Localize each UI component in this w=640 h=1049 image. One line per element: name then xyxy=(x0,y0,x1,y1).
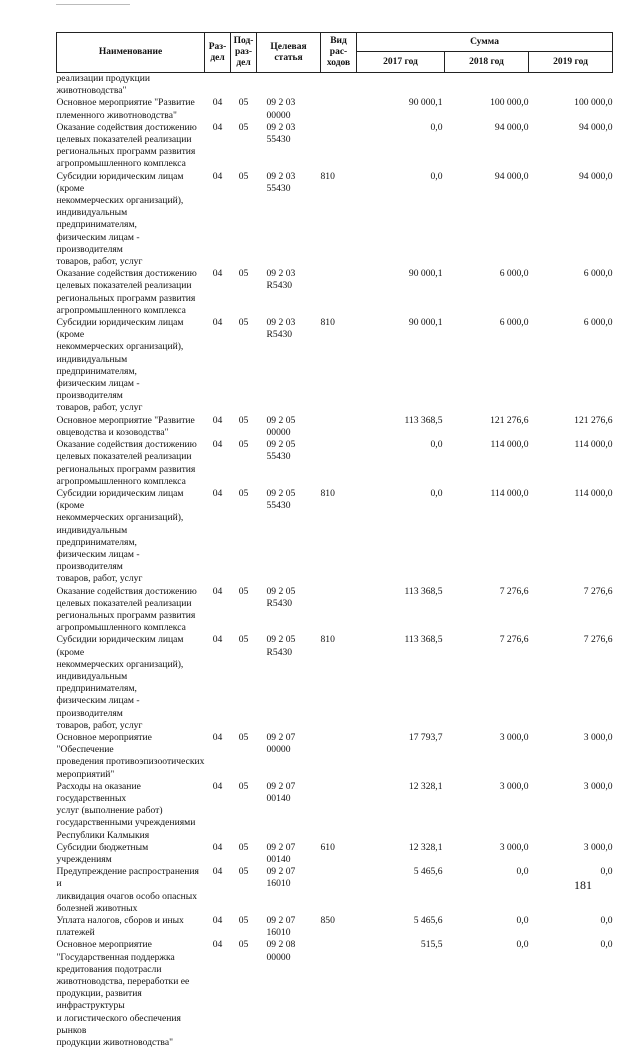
cell-2017: 90 000,1 xyxy=(357,97,445,121)
cell-vid: 850 xyxy=(321,915,357,939)
cell-2017 xyxy=(357,73,445,98)
cell-target: 09 2 03 R5430 xyxy=(257,268,321,317)
cell-2018: 94 000,0 xyxy=(445,171,529,269)
table-row xyxy=(57,415,613,439)
cell-2019: 94 000,0 xyxy=(529,171,613,269)
cell-2019: 121 276,6 xyxy=(529,415,613,439)
cell-2017: 515,5 xyxy=(357,939,445,1049)
table-row xyxy=(57,842,613,866)
page-number: 181 xyxy=(574,878,592,893)
cell-vid: 810 xyxy=(321,171,357,269)
cell-target: 09 2 03 00000 xyxy=(257,97,321,121)
cell-name: Оказание содействия достижению целевых показателей реализации региональных программ развития агропромышленного комплекса xyxy=(57,439,205,488)
cell-vid: 810 xyxy=(321,488,357,586)
cell-name: Расходы на оказание государственных услуг (выполнение работ) государственными учреждениями Республики Калмыкия xyxy=(57,781,205,842)
cell-name: Субсидии юридическим лицам (кроме некоммерческих организаций), индивидуальным предпринимателям, физическим лицам - производителям товаров, работ, услуг xyxy=(57,634,205,732)
header-target: Целевая статья xyxy=(257,33,321,73)
cell-2019: 114 000,0 xyxy=(529,488,613,586)
table-row xyxy=(57,915,613,939)
cell-razdel: 04 xyxy=(205,317,231,415)
cell-2017: 90 000,1 xyxy=(357,317,445,415)
cell-2018: 0,0 xyxy=(445,939,529,1049)
cell-2017: 17 793,7 xyxy=(357,732,445,781)
cell-podrazdel: 05 xyxy=(231,842,257,866)
cell-podrazdel: 05 xyxy=(231,97,257,121)
cell-razdel: 04 xyxy=(205,781,231,842)
cell-2019: 3 000,0 xyxy=(529,781,613,842)
cell-vid xyxy=(321,781,357,842)
table-row xyxy=(57,634,613,732)
cell-target: 09 2 03 R5430 xyxy=(257,317,321,415)
cell-name: Субсидии юридическим лицам (кроме некоммерческих организаций), индивидуальным предпринимателям, физическим лицам - производителям товаров, работ, услуг xyxy=(57,171,205,269)
cell-2019: 3 000,0 xyxy=(529,732,613,781)
cell-razdel: 04 xyxy=(205,866,231,915)
cell-podrazdel: 05 xyxy=(231,634,257,732)
cell-razdel xyxy=(205,73,231,98)
cell-2017: 0,0 xyxy=(357,439,445,488)
cell-name: Основное мероприятие "Обеспечение проведения противоэпизоотических мероприятий" xyxy=(57,732,205,781)
cell-vid xyxy=(321,586,357,635)
cell-2019: 94 000,0 xyxy=(529,122,613,171)
cell-2018: 100 000,0 xyxy=(445,97,529,121)
cell-target: 09 2 05 55430 xyxy=(257,439,321,488)
cell-2018: 6 000,0 xyxy=(445,317,529,415)
cell-target: 09 2 07 16010 xyxy=(257,866,321,915)
cell-2017: 113 368,5 xyxy=(357,634,445,732)
header-2019: 2019 год xyxy=(529,52,613,73)
cell-vid xyxy=(321,97,357,121)
table-row xyxy=(57,97,613,121)
table-row xyxy=(57,268,613,317)
cell-podrazdel: 05 xyxy=(231,439,257,488)
cell-2018: 7 276,6 xyxy=(445,586,529,635)
cell-2019: 6 000,0 xyxy=(529,268,613,317)
cell-2019: 114 000,0 xyxy=(529,439,613,488)
cell-vid xyxy=(321,415,357,439)
header-name: Наименование xyxy=(57,33,205,73)
table-row xyxy=(57,439,613,488)
cell-target: 09 2 03 55430 xyxy=(257,171,321,269)
table-row xyxy=(57,866,613,915)
cell-2018: 6 000,0 xyxy=(445,268,529,317)
cell-target: 09 2 03 55430 xyxy=(257,122,321,171)
table-row xyxy=(57,317,613,415)
cell-razdel: 04 xyxy=(205,415,231,439)
cell-2018: 0,0 xyxy=(445,915,529,939)
cell-name: Основное мероприятие "Государственная поддержка кредитования подотрасли животноводства, переработки ее продукции, развития инфраструктуры и логистического обеспечения рынков продукции животноводства" xyxy=(57,939,205,1049)
cell-2017: 12 328,1 xyxy=(357,781,445,842)
cell-razdel: 04 xyxy=(205,634,231,732)
cell-podrazdel: 05 xyxy=(231,781,257,842)
cell-2019: 100 000,0 xyxy=(529,97,613,121)
header-podrazdel: Под- раз- дел xyxy=(231,33,257,73)
cell-2017: 0,0 xyxy=(357,122,445,171)
header-2017: 2017 год xyxy=(357,52,445,73)
cell-target: 09 2 07 00140 xyxy=(257,781,321,842)
cell-vid xyxy=(321,268,357,317)
cell-podrazdel: 05 xyxy=(231,915,257,939)
cell-2019: 3 000,0 xyxy=(529,842,613,866)
cell-target: 09 2 05 55430 xyxy=(257,488,321,586)
cell-name: Предупреждение распространения и ликвидация очагов особо опасных болезней животных xyxy=(57,866,205,915)
cell-2017: 90 000,1 xyxy=(357,268,445,317)
cell-podrazdel: 05 xyxy=(231,122,257,171)
cell-target: 09 2 05 00000 xyxy=(257,415,321,439)
table-row xyxy=(57,488,613,586)
cell-2018 xyxy=(445,73,529,98)
cell-razdel: 04 xyxy=(205,586,231,635)
table-row xyxy=(57,73,613,98)
cell-2019: 0,0 xyxy=(529,866,613,915)
cell-2017: 5 465,6 xyxy=(357,866,445,915)
scan-artifact-line xyxy=(56,4,130,5)
cell-2018: 3 000,0 xyxy=(445,732,529,781)
cell-target: 09 2 07 16010 xyxy=(257,915,321,939)
cell-target: 09 2 05 R5430 xyxy=(257,634,321,732)
table-row xyxy=(57,586,613,635)
cell-target xyxy=(257,73,321,98)
cell-name: Субсидии юридическим лицам (кроме некоммерческих организаций), индивидуальным предпринимателям, физическим лицам - производителям товаров, работ, услуг xyxy=(57,488,205,586)
cell-vid: 810 xyxy=(321,634,357,732)
table-row xyxy=(57,122,613,171)
cell-2017: 12 328,1 xyxy=(357,842,445,866)
cell-target: 09 2 07 00140 xyxy=(257,842,321,866)
cell-name: Основное мероприятие "Развитие племенного животноводства" xyxy=(57,97,205,121)
cell-vid xyxy=(321,866,357,915)
cell-name: Оказание содействия достижению целевых показателей реализации региональных программ развития агропромышленного комплекса xyxy=(57,268,205,317)
cell-vid xyxy=(321,732,357,781)
cell-razdel: 04 xyxy=(205,939,231,1049)
cell-2018: 114 000,0 xyxy=(445,488,529,586)
cell-name: Основное мероприятие "Развитие овцеводства и козоводства" xyxy=(57,415,205,439)
cell-razdel: 04 xyxy=(205,732,231,781)
cell-2018: 114 000,0 xyxy=(445,439,529,488)
cell-vid xyxy=(321,122,357,171)
cell-2018: 0,0 xyxy=(445,866,529,915)
cell-razdel: 04 xyxy=(205,268,231,317)
cell-vid: 810 xyxy=(321,317,357,415)
cell-razdel: 04 xyxy=(205,439,231,488)
cell-podrazdel: 05 xyxy=(231,939,257,1049)
cell-podrazdel: 05 xyxy=(231,488,257,586)
cell-2019: 0,0 xyxy=(529,915,613,939)
table-row xyxy=(57,939,613,1049)
cell-razdel: 04 xyxy=(205,122,231,171)
budget-table-body xyxy=(57,73,613,1049)
cell-name: Уплата налогов, сборов и иных платежей xyxy=(57,915,205,939)
header-vid: Вид рас- ходов xyxy=(321,33,357,73)
cell-podrazdel: 05 xyxy=(231,171,257,269)
cell-podrazdel: 05 xyxy=(231,866,257,915)
cell-2018: 3 000,0 xyxy=(445,781,529,842)
cell-target: 09 2 05 R5430 xyxy=(257,586,321,635)
cell-2019: 7 276,6 xyxy=(529,586,613,635)
cell-vid xyxy=(321,939,357,1049)
cell-vid xyxy=(321,73,357,98)
cell-2017: 0,0 xyxy=(357,171,445,269)
cell-name: Субсидии бюджетным учреждениям xyxy=(57,842,205,866)
table-row xyxy=(57,781,613,842)
cell-podrazdel: 05 xyxy=(231,317,257,415)
table-row xyxy=(57,171,613,269)
cell-podrazdel: 05 xyxy=(231,268,257,317)
cell-razdel: 04 xyxy=(205,842,231,866)
cell-2017: 113 368,5 xyxy=(357,586,445,635)
cell-2019: 6 000,0 xyxy=(529,317,613,415)
header-2018: 2018 год xyxy=(445,52,529,73)
cell-2018: 94 000,0 xyxy=(445,122,529,171)
cell-2018: 121 276,6 xyxy=(445,415,529,439)
cell-2019 xyxy=(529,73,613,98)
cell-razdel: 04 xyxy=(205,915,231,939)
cell-vid xyxy=(321,439,357,488)
cell-2019: 7 276,6 xyxy=(529,634,613,732)
cell-podrazdel: 05 xyxy=(231,415,257,439)
cell-2018: 7 276,6 xyxy=(445,634,529,732)
cell-podrazdel xyxy=(231,73,257,98)
budget-table xyxy=(56,32,613,1049)
cell-razdel: 04 xyxy=(205,97,231,121)
cell-podrazdel: 05 xyxy=(231,586,257,635)
header-summa: Сумма xyxy=(357,33,613,52)
header-razdel: Раз- дел xyxy=(205,33,231,73)
cell-name: реализации продукции животноводства" xyxy=(57,73,205,98)
table-row xyxy=(57,732,613,781)
cell-target: 09 2 08 00000 xyxy=(257,939,321,1049)
cell-name: Оказание содействия достижению целевых показателей реализации региональных программ развития агропромышленного комплекса xyxy=(57,122,205,171)
cell-name: Оказание содействия достижению целевых показателей реализации региональных программ развития агропромышленного комплекса xyxy=(57,586,205,635)
cell-2017: 113 368,5 xyxy=(357,415,445,439)
cell-vid: 610 xyxy=(321,842,357,866)
cell-2017: 5 465,6 xyxy=(357,915,445,939)
cell-2018: 3 000,0 xyxy=(445,842,529,866)
cell-target: 09 2 07 00000 xyxy=(257,732,321,781)
cell-razdel: 04 xyxy=(205,488,231,586)
cell-2019: 0,0 xyxy=(529,939,613,1049)
cell-2017: 0,0 xyxy=(357,488,445,586)
cell-name: Субсидии юридическим лицам (кроме некоммерческих организаций), индивидуальным предпринимателям, физическим лицам - производителям товаров, работ, услуг xyxy=(57,317,205,415)
cell-razdel: 04 xyxy=(205,171,231,269)
cell-podrazdel: 05 xyxy=(231,732,257,781)
